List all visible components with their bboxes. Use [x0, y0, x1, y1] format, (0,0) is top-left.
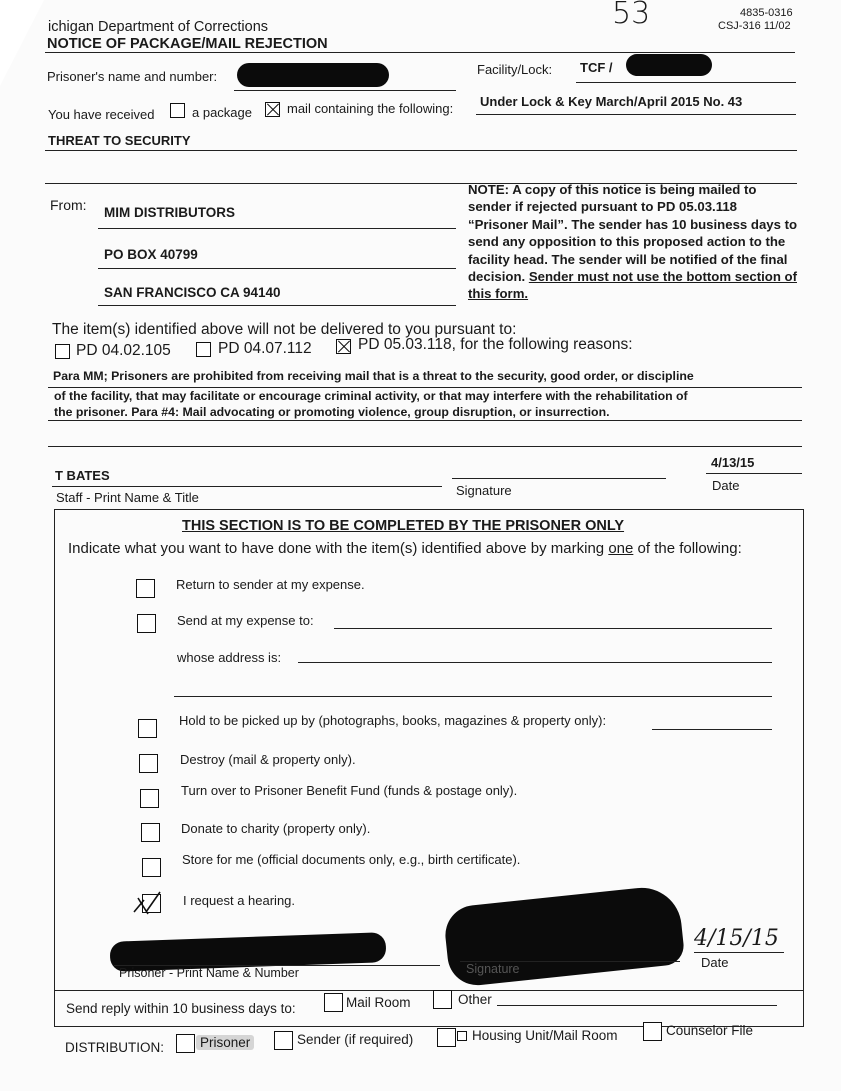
- pd-04-02-105-label: PD 04.02.105: [76, 342, 171, 359]
- staff-name: T BATES: [55, 468, 110, 483]
- dist-housing-small-box: [457, 1031, 467, 1041]
- redacted-facility-lock: [626, 54, 712, 76]
- dist-housing-checkbox[interactable]: [437, 1028, 456, 1047]
- staff-date-label: Date: [712, 478, 740, 493]
- notice-text: NOTE: A copy of this notice is being mailed to sender if rejected pursuant to PD 05.03.118 “Prisoner Mail”. The sender has 10 business days to send any opposition to this proposed action to the facility head. The sender will be notified of the final decision.: [468, 182, 798, 285]
- prisoner-date-line[interactable]: [694, 952, 784, 953]
- dist-prisoner-checkbox[interactable]: [176, 1034, 195, 1053]
- other-checkbox[interactable]: [433, 990, 452, 1009]
- dist-housing-label: Housing Unit/Mail Room: [472, 1028, 618, 1043]
- other-label: Other: [458, 992, 492, 1007]
- hold-for-pickup-line[interactable]: [652, 729, 772, 730]
- staff-date: 4/13/15: [711, 455, 755, 470]
- handwritten-page-number: 53: [612, 0, 651, 31]
- address-label: whose address is:: [177, 650, 282, 665]
- prisoner-name-label: Prisoner's name and number:: [47, 69, 218, 84]
- reason-text-line-1[interactable]: [48, 387, 802, 388]
- staff-signature-line[interactable]: [452, 478, 666, 479]
- instruction-text: Indicate what you want to have done with the item(s) identified above by marking: [68, 540, 609, 557]
- other-field-line[interactable]: [497, 1005, 777, 1006]
- dist-prisoner-label: Prisoner: [196, 1035, 254, 1050]
- mail-room-checkbox[interactable]: [324, 993, 343, 1012]
- benefit-fund-label: Turn over to Prisoner Benefit Fund (funds & postage only).: [181, 783, 518, 798]
- mail-label: mail containing the following:: [287, 101, 454, 116]
- staff-signature-label: Signature: [456, 483, 512, 498]
- pd-05-03-118-checkbox[interactable]: [336, 339, 351, 354]
- redacted-prisoner-name: [237, 63, 389, 87]
- reason-text-line-3[interactable]: [48, 446, 802, 447]
- dist-sender-checkbox[interactable]: [274, 1031, 293, 1050]
- notice-warning: Sender must not use the bottom section of this form.: [468, 269, 797, 302]
- prisoner-name-field-line[interactable]: [234, 90, 456, 91]
- destroy-checkbox[interactable]: [139, 754, 158, 773]
- address-line-1[interactable]: [298, 662, 772, 663]
- form-number: 4835-0316: [740, 7, 793, 19]
- prisoner-date-label: Date: [701, 955, 729, 970]
- prisoner-section-box: [54, 509, 804, 991]
- item-description: Under Lock & Key March/April 2015 No. 43: [480, 94, 743, 109]
- folded-corner: [0, 0, 44, 86]
- sender-line-2[interactable]: [98, 268, 456, 269]
- dist-counselor-checkbox[interactable]: [643, 1022, 662, 1041]
- facility-value: TCF /: [580, 60, 613, 75]
- reason-line-1[interactable]: [45, 150, 797, 151]
- send-at-expense-label: Send at my expense to:: [177, 613, 314, 628]
- hold-for-pickup-checkbox[interactable]: [138, 719, 157, 738]
- hold-for-pickup-label: Hold to be picked up by (photographs, books, magazines & property only):: [179, 713, 607, 728]
- hearing-check-mark: [130, 886, 166, 920]
- pd-05-03-118-label: PD 05.03.118, for the following reasons:: [358, 336, 633, 353]
- staff-name-line[interactable]: [52, 486, 442, 487]
- store-label: Store for me (official documents only, e.g., birth certificate).: [182, 852, 521, 867]
- sender-name: MIM DISTRIBUTORS: [104, 205, 235, 220]
- distribution-label: DISTRIBUTION:: [65, 1040, 165, 1055]
- donate-label: Donate to charity (property only).: [181, 821, 371, 836]
- divider: [45, 52, 795, 53]
- mail-room-label: Mail Room: [346, 995, 411, 1010]
- package-label: a package: [192, 105, 252, 120]
- reason-text-line-2[interactable]: [48, 420, 802, 421]
- sender-address: PO BOX 40799: [104, 247, 198, 262]
- form-code: CSJ-316 11/02: [718, 20, 791, 32]
- return-to-sender-checkbox[interactable]: [136, 579, 155, 598]
- agency-name: ichigan Department of Corrections: [48, 19, 269, 35]
- benefit-fund-checkbox[interactable]: [140, 789, 159, 808]
- address-line-2[interactable]: [174, 696, 772, 697]
- reason-text-2: of the facility, that may facilitate or encourage criminal activity, or that may interfere with the rehabilitation of: [54, 389, 688, 403]
- prisoner-section-title: THIS SECTION IS TO BE COMPLETED BY THE PRISONER ONLY: [182, 518, 625, 534]
- pd-04-07-112-checkbox[interactable]: [196, 342, 211, 357]
- facility-field-line[interactable]: [576, 82, 796, 83]
- pd-04-07-112-label: PD 04.07.112: [218, 340, 312, 357]
- item-field-line[interactable]: [476, 114, 796, 115]
- prisoner-signature-label: Signature: [466, 962, 520, 976]
- sender-city: SAN FRANCISCO CA 94140: [104, 285, 281, 300]
- sender-line-1[interactable]: [98, 228, 456, 229]
- reason-text-3: the prisoner. Para #4: Mail advocating or promoting violence, group disruption, or insurrection.: [54, 405, 610, 419]
- instruction-one: one: [608, 540, 634, 557]
- policy-intro: The item(s) identified above will not be delivered to you pursuant to:: [52, 321, 517, 338]
- mail-checkbox[interactable]: [265, 102, 280, 117]
- facility-label: Facility/Lock:: [477, 62, 553, 77]
- donate-checkbox[interactable]: [141, 823, 160, 842]
- prisoner-name-number-label: Prisoner - Print Name & Number: [119, 966, 299, 980]
- sender-notice: [468, 181, 798, 303]
- form-title: NOTICE OF PACKAGE/MAIL REJECTION: [47, 36, 328, 52]
- store-checkbox[interactable]: [142, 858, 161, 877]
- staff-date-line[interactable]: [706, 473, 802, 474]
- received-label: You have received: [48, 107, 155, 122]
- prisoner-date-handwritten: 4/15/15: [694, 926, 779, 951]
- return-to-sender-label: Return to sender at my expense.: [176, 577, 365, 592]
- dist-sender-label: Sender (if required): [297, 1032, 414, 1047]
- reason-text-1: Para MM; Prisoners are prohibited from receiving mail that is a threat to the security, good order, or discipline: [53, 369, 694, 383]
- from-label: From:: [50, 197, 87, 213]
- send-at-expense-checkbox[interactable]: [137, 614, 156, 633]
- rejection-reason: THREAT TO SECURITY: [48, 133, 191, 148]
- sender-line-3[interactable]: [98, 305, 456, 306]
- pd-04-02-105-checkbox[interactable]: [55, 344, 70, 359]
- dist-counselor-label: Counselor File: [666, 1023, 754, 1038]
- instruction-end: of the following:: [633, 540, 742, 557]
- prisoner-instruction: [68, 540, 742, 557]
- reply-label: Send reply within 10 business days to:: [66, 1001, 296, 1016]
- hearing-label: I request a hearing.: [183, 893, 296, 908]
- staff-name-label: Staff - Print Name & Title: [56, 490, 199, 505]
- destroy-label: Destroy (mail & property only).: [180, 752, 356, 767]
- send-to-line[interactable]: [334, 628, 772, 629]
- package-checkbox[interactable]: [170, 103, 185, 118]
